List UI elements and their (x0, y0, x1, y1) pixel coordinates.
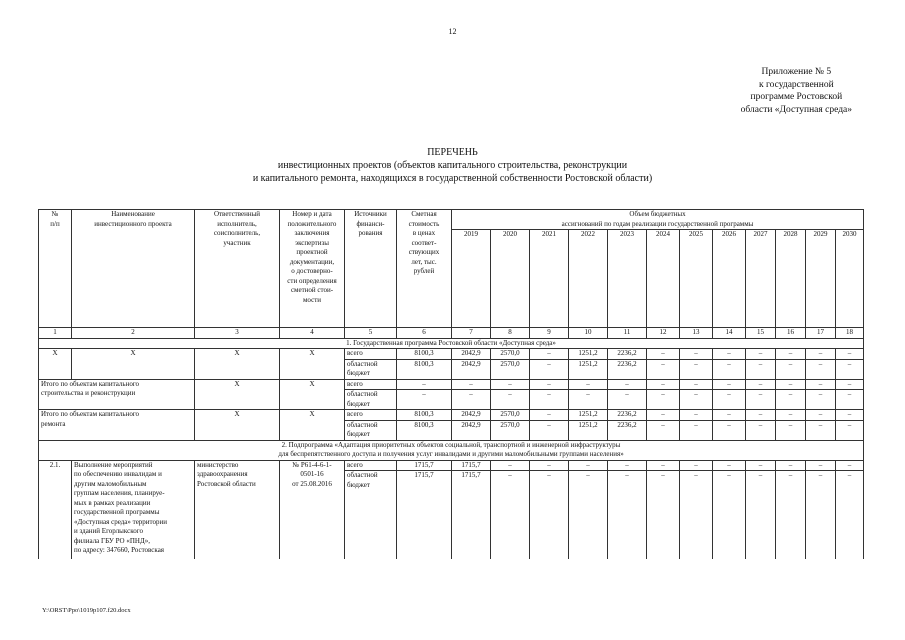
cell-value: – (713, 410, 746, 421)
cell-value: 1715,7 (397, 471, 452, 559)
cell-no: Х (39, 349, 72, 380)
cell-value: – (680, 379, 713, 390)
cell-value: – (680, 420, 713, 440)
cell-value: – (530, 359, 569, 379)
cell-value: 2042,9 (452, 349, 491, 360)
cell-value: – (647, 359, 680, 379)
cell-value: – (776, 471, 806, 559)
cell-value: – (806, 420, 836, 440)
header-name: Наименование инвестиционного проекта (72, 210, 195, 328)
cell-source: областной бюджет (345, 471, 397, 559)
document-heading (0, 146, 905, 185)
cell-value: – (836, 460, 864, 471)
cell-value: – (746, 471, 776, 559)
cell-value: – (836, 390, 864, 410)
cell-source: всего (345, 379, 397, 390)
cell-expertise: Х (280, 379, 345, 410)
header-year: 2020 (491, 230, 530, 328)
cell-value: – (746, 359, 776, 379)
cell-value: – (746, 390, 776, 410)
cell-source: областной бюджет (345, 359, 397, 379)
cell-value: 2236,2 (608, 410, 647, 421)
column-number: 15 (746, 328, 776, 339)
column-number: 9 (530, 328, 569, 339)
header-cost: Сметная стоимость в ценах соответ- ствующих лет, тыс. рублей (397, 210, 452, 328)
cell-value: – (530, 460, 569, 471)
cell-value: – (836, 359, 864, 379)
cell-value: – (608, 471, 647, 559)
appendix-line: программе Ростовской (750, 92, 843, 102)
cell-value: – (569, 379, 608, 390)
cell-value: – (836, 349, 864, 360)
cell-value: – (680, 349, 713, 360)
cell-value: – (680, 460, 713, 471)
header-executor: Ответственный исполнитель, соисполнитель, участник (195, 210, 280, 328)
cell-value: – (806, 410, 836, 421)
cell-source: областной бюджет (345, 420, 397, 440)
cell-value: – (569, 471, 608, 559)
cell-value: – (746, 460, 776, 471)
cell-value: – (806, 390, 836, 410)
cell-value: 1715,7 (397, 460, 452, 471)
cell-value: – (491, 460, 530, 471)
cell-value: – (491, 390, 530, 410)
column-number: 18 (836, 328, 864, 339)
header-year: 2021 (530, 230, 569, 328)
table-row (39, 460, 864, 471)
cell-value: – (530, 390, 569, 410)
cell-value: – (530, 420, 569, 440)
cell-value: – (647, 420, 680, 440)
column-number: 4 (280, 328, 345, 339)
cell-value: – (776, 379, 806, 390)
cell-value: 2570,0 (491, 420, 530, 440)
cell-value: – (647, 390, 680, 410)
cell-value: 8100,3 (397, 349, 452, 360)
cell-value: – (647, 379, 680, 390)
column-number: 10 (569, 328, 608, 339)
cell-value: – (836, 471, 864, 559)
cell-name: Итого по объектам капитального ремонта (39, 410, 195, 441)
header-expertise: Номер и дата положительного заключения экспертизы проектной документации, о достоверно- сти определения сметной стои- мости (280, 210, 345, 328)
cell-value: 2236,2 (608, 359, 647, 379)
cell-value: – (806, 359, 836, 379)
cell-expertise: Х (280, 410, 345, 441)
appendix-line: к государственной (758, 79, 834, 90)
cell-executor: Х (195, 349, 280, 380)
cell-value: – (491, 379, 530, 390)
cell-value: – (713, 359, 746, 379)
header-year: 2030 (836, 230, 864, 328)
cell-value: 1251,2 (569, 349, 608, 360)
column-number: 16 (776, 328, 806, 339)
cell-value: – (746, 349, 776, 360)
cell-source: всего (345, 349, 397, 360)
cell-expertise: Х (280, 349, 345, 380)
table-row (39, 410, 864, 421)
cell-value: – (397, 390, 452, 410)
cell-executor: Х (195, 410, 280, 441)
header-year: 2019 (452, 230, 491, 328)
cell-value: 2570,0 (491, 359, 530, 379)
cell-expertise: № Р61-4-6-1- 0501-16 от 25.08.2016 (280, 460, 345, 559)
cell-value: – (746, 410, 776, 421)
cell-value: – (713, 379, 746, 390)
cell-value: 1251,2 (569, 410, 608, 421)
cell-value: – (713, 471, 746, 559)
column-number: 3 (195, 328, 280, 339)
cell-source: областной бюджет (345, 390, 397, 410)
file-path-footer: Y:\ORST\Ppo\1019p107.f20.docx (42, 607, 131, 614)
cell-value: – (776, 410, 806, 421)
cell-value: – (746, 379, 776, 390)
page-number: 12 (448, 27, 457, 36)
cell-value: 8100,3 (397, 359, 452, 379)
cell-source: всего (345, 460, 397, 471)
cell-no: 2.1. (39, 460, 72, 559)
cell-value: 2042,9 (452, 410, 491, 421)
column-number: 14 (713, 328, 746, 339)
cell-value: – (530, 471, 569, 559)
header-volume-top: Объем бюджетных (629, 210, 686, 218)
cell-value: – (569, 390, 608, 410)
cell-name: Итого по объектам капитального строительства и реконструкции (39, 379, 195, 410)
cell-value: – (608, 460, 647, 471)
appendix-line: Приложение № 5 (761, 67, 832, 77)
cell-value: – (608, 379, 647, 390)
cell-value: 8100,3 (397, 420, 452, 440)
column-number: 6 (397, 328, 452, 339)
cell-value: – (746, 420, 776, 440)
column-numbers-row (39, 328, 864, 339)
cell-value: – (530, 349, 569, 360)
cell-value: – (776, 359, 806, 379)
cell-value: – (608, 390, 647, 410)
column-number: 13 (680, 328, 713, 339)
cell-value: 8100,3 (397, 410, 452, 421)
cell-value: – (397, 379, 452, 390)
cell-value: – (491, 471, 530, 559)
cell-source: всего (345, 410, 397, 421)
cell-value: – (806, 349, 836, 360)
cell-value: – (836, 410, 864, 421)
cell-value: – (806, 379, 836, 390)
header-year: 2029 (806, 230, 836, 328)
cell-value: – (776, 460, 806, 471)
cell-name: Х (72, 349, 195, 380)
cell-value: 2042,9 (452, 420, 491, 440)
cell-value: – (713, 349, 746, 360)
cell-value: – (776, 420, 806, 440)
header-year: 2027 (746, 230, 776, 328)
cell-value: 2042,9 (452, 359, 491, 379)
cell-value: 2236,2 (608, 420, 647, 440)
cell-value: – (836, 379, 864, 390)
cell-value: – (776, 349, 806, 360)
document-subtitle-line: и капитального ремонта, находящихся в государственной собственности Ростовской области) (252, 173, 653, 184)
cell-value: – (806, 471, 836, 559)
column-number: 12 (647, 328, 680, 339)
column-number: 5 (345, 328, 397, 339)
cell-value: – (806, 460, 836, 471)
document-title: ПЕРЕЧЕНЬ (427, 147, 478, 158)
cell-value: – (776, 390, 806, 410)
header-year: 2025 (680, 230, 713, 328)
cell-value: – (680, 390, 713, 410)
cell-value: – (647, 410, 680, 421)
cell-value: 1251,2 (569, 420, 608, 440)
cell-value: 1715,7 (452, 471, 491, 559)
cell-value: 2570,0 (491, 349, 530, 360)
header-year: 2028 (776, 230, 806, 328)
cell-value: – (452, 390, 491, 410)
cell-value: – (713, 420, 746, 440)
cell-value: – (680, 410, 713, 421)
cell-value: – (680, 471, 713, 559)
header-year: 2023 (608, 230, 647, 328)
cell-value: – (713, 390, 746, 410)
cell-value: – (452, 379, 491, 390)
appendix-caption (741, 66, 852, 116)
cell-value: – (530, 410, 569, 421)
column-number: 1 (39, 328, 72, 339)
cell-value: – (836, 420, 864, 440)
section-heading: 2. Подпрограмма «Адаптация приоритетных объектов социальной, транспортной и инженерной инфраструктуры для беспрепятственного доступа и получения услуг инвалидами и другими маломобильными группами населения» (39, 440, 864, 460)
cell-value: – (569, 460, 608, 471)
header-sources: Источники финанси- рования (345, 210, 397, 328)
cell-name: Выполнение мероприятий по обеспечению инвалидам и другим маломобильным группам населения, планируе- мых в рамках реализации государственной программы «Доступная среда» территории и зданий Егорлыкского филиала ГБУ РО «ПНД», по адресу: 347660, Ростовская (72, 460, 195, 559)
cell-value: 1715,7 (452, 460, 491, 471)
cell-value: – (680, 359, 713, 379)
column-number: 7 (452, 328, 491, 339)
column-number: 2 (72, 328, 195, 339)
cell-value: 2236,2 (608, 349, 647, 360)
cell-value: – (530, 379, 569, 390)
header-year: 2024 (647, 230, 680, 328)
table-row (39, 379, 864, 390)
table-row (39, 349, 864, 360)
cell-value: – (647, 471, 680, 559)
header-year: 2022 (569, 230, 608, 328)
cell-executor: министерство здравоохранения Ростовской области (195, 460, 280, 559)
investment-projects-table (38, 209, 864, 559)
header-no: № п/п (39, 210, 72, 328)
column-number: 8 (491, 328, 530, 339)
cell-executor: Х (195, 379, 280, 410)
cell-value: – (713, 460, 746, 471)
header-year: 2026 (713, 230, 746, 328)
cell-value: 1251,2 (569, 359, 608, 379)
header-volume (452, 210, 864, 230)
cell-value: – (647, 349, 680, 360)
cell-value: 2570,0 (491, 410, 530, 421)
column-number: 11 (608, 328, 647, 339)
appendix-line: области «Доступная среда» (740, 104, 852, 115)
cell-value: – (647, 460, 680, 471)
header-volume-bottom: ассигнований по годам реализации государственной программы (561, 219, 754, 228)
document-subtitle-line: инвестиционных проектов (объектов капитального строительства, реконструкции (277, 160, 628, 171)
section-heading: 1. Государственная программа Ростовской области «Доступная среда» (39, 338, 864, 349)
column-number: 17 (806, 328, 836, 339)
